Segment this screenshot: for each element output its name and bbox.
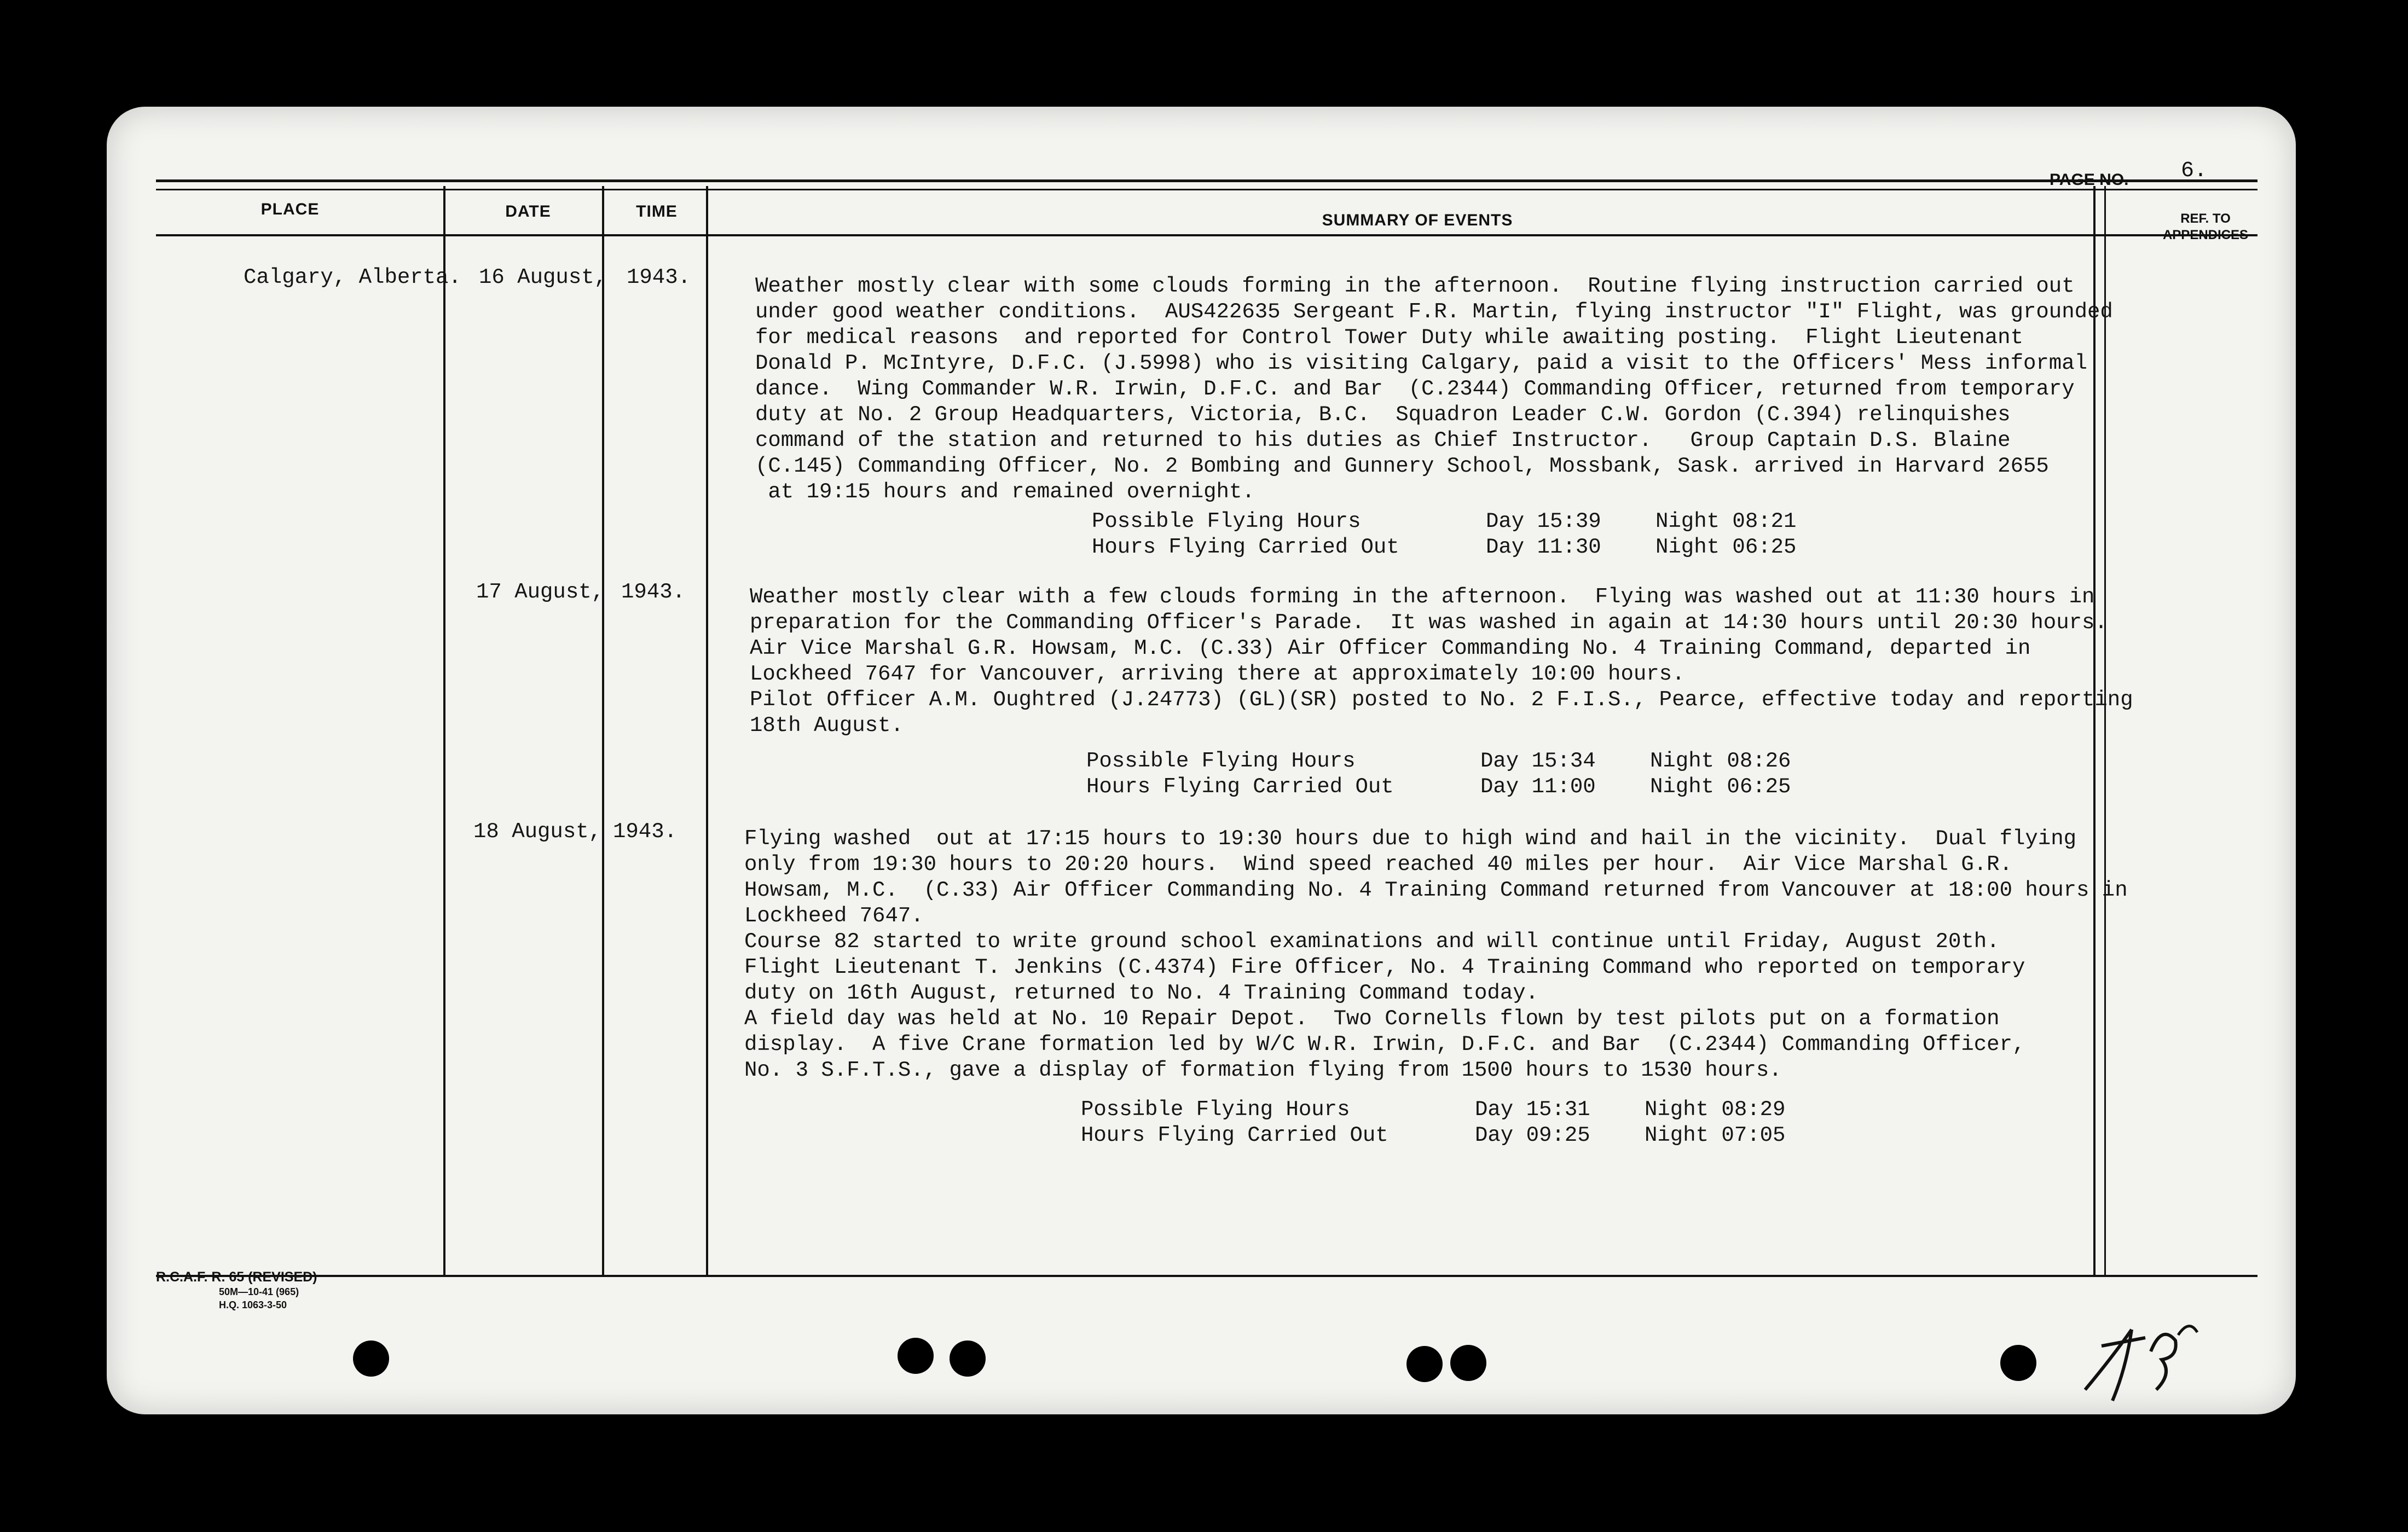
header-summary: SUMMARY OF EVENTS (1322, 211, 1513, 229)
carried-day: Day 09:25 (1475, 1123, 1590, 1147)
entry-2-line: preparation for the Commanding Officer's Parade. It was washed in again at 14:30 hours until 20:30 hours. (750, 611, 2108, 635)
possible-day: Day 15:34 (1480, 749, 1596, 773)
header-ref-appendices (2134, 211, 2277, 243)
entry-2-line: Pilot Officer A.M. Oughtred (J.24773) (GL)(SR) posted to No. 2 F.I.S., Pearce, effective today and reporting (750, 688, 2133, 712)
carried-hours-label: Hours Flying Carried Out (1086, 775, 1394, 799)
carried-night: Night 06:25 (1656, 535, 1797, 559)
entry-3-line: duty on 16th August, returned to No. 4 Training Command today. (744, 981, 1539, 1005)
carried-hours-label: Hours Flying Carried Out (1092, 535, 1399, 559)
header-bottom-rule (156, 234, 2258, 236)
entry-1-date: 16 August, (479, 265, 607, 289)
bottom-rule (156, 1275, 2258, 1277)
possible-hours-label: Possible Flying Hours (1092, 509, 1361, 533)
punch-hole (1406, 1346, 1443, 1382)
punch-hole (353, 1340, 389, 1377)
header-place: PLACE (261, 200, 320, 218)
carried-night: Night 07:05 (1645, 1123, 1786, 1147)
entry-2-line: 18th August. (750, 713, 904, 738)
entry-1-line: duty at No. 2 Group Headquarters, Victoria, B.C. Squadron Leader C.W. Gordon (C.394) relinquishes (755, 403, 2011, 427)
entry-3-date: 18 August, (473, 820, 602, 844)
entry-1-line: dance. Wing Commander W.R. Irwin, D.F.C. and Bar (C.2344) Commanding Officer, returned from temporary (755, 377, 2075, 401)
entry-1-line: (C.145) Commanding Officer, No. 2 Bombing and Gunnery School, Mossbank, Sask. arrived in Harvard 2655 (755, 454, 2049, 478)
form-number (156, 1269, 317, 1312)
possible-night: Night 08:29 (1645, 1098, 1786, 1122)
entry-1-text (755, 274, 2113, 505)
entry-2-text (750, 584, 2133, 739)
carried-day: Day 11:30 (1486, 535, 1601, 559)
entry-1-line: Donald P. McIntyre, D.F.C. (J.5998) who is visiting Calgary, paid a visit to the Officers' Mess informal (755, 351, 2087, 375)
top-rule (156, 179, 2258, 182)
entry-2-line: Weather mostly clear with a few clouds forming in the afternoon. Flying was washed out at 11:30 hours in (750, 585, 2095, 609)
entry-3-line: No. 3 S.F.T.S., gave a display of formation flying from 1500 hours to 1530 hours. (744, 1058, 1782, 1082)
possible-night: Night 08:21 (1656, 509, 1797, 533)
header-date: DATE (505, 202, 551, 220)
ref-line-1: REF. TO (2180, 211, 2231, 226)
entry-3-line: Flight Lieutenant T. Jenkins (C.4374) Fire Officer, No. 4 Training Command who reported on temporary (744, 955, 2025, 979)
punch-hole (1450, 1345, 1486, 1381)
header-time: TIME (636, 202, 678, 220)
entry-1-line: for medical reasons and reported for Control Tower Duty while awaiting posting. Flight Lieutenant (755, 326, 2023, 350)
entry-3-text (744, 826, 2128, 1083)
entry-3-line: A field day was held at No. 10 Repair Depot. Two Cornells flown by test pilots put on a formation (744, 1007, 2000, 1031)
possible-day: Day 15:39 (1486, 509, 1601, 533)
punch-hole (2000, 1345, 2036, 1381)
ref-line-2: APPENDICES (2162, 228, 2249, 242)
entry-3-line: Course 82 started to write ground school examinations and will continue until Friday, August 20th. (744, 930, 2000, 954)
col-rule-time (706, 186, 708, 1275)
entry-3-line: Flying washed out at 17:15 hours to 19:30 hours due to high wind and hail in the vicinity. Dual flying (744, 827, 2076, 851)
carried-day: Day 11:00 (1480, 775, 1596, 799)
entry-3-time: 1943. (613, 820, 678, 844)
form-line-2: 50M—10-41 (965) (219, 1286, 299, 1297)
entry-3-line: only from 19:30 hours to 20:20 hours. Wind speed reached 40 miles per hour. Air Vice Marshal G.R. (744, 852, 2012, 877)
entry-1-line: at 19:15 hours and remained overnight. (755, 480, 1255, 504)
entry-2-line: Air Vice Marshal G.R. Howsam, M.C. (C.33) Air Officer Commanding No. 4 Training Command, departed in (750, 636, 2031, 660)
punch-hole (950, 1340, 986, 1377)
top-rule-2 (156, 189, 2258, 190)
possible-day: Day 15:31 (1475, 1098, 1590, 1122)
carried-night: Night 06:25 (1650, 775, 1791, 799)
entry-2-date: 17 August, (476, 580, 605, 604)
entry-2-time: 1943. (621, 580, 686, 604)
form-line-3: H.Q. 1063-3-50 (219, 1299, 287, 1310)
entry-3-line: display. A five Crane formation led by W/C W.R. Irwin, D.F.C. and Bar (C.2344) Commanding Officer, (744, 1032, 2025, 1057)
page-number-value: 6. (2181, 159, 2208, 183)
entry-1-line: under good weather conditions. AUS422635 Sergeant F.R. Martin, flying instructor "I" Flight, was grounded (755, 300, 2113, 324)
entry-3-line: Howsam, M.C. (C.33) Air Officer Commanding No. 4 Training Command returned from Vancouver at 18:00 hours in (744, 878, 2128, 902)
entry-1-time: 1943. (627, 265, 691, 289)
entry-1-line: command of the station and returned to his duties as Chief Instructor. Group Captain D.S. Blaine (755, 428, 2011, 452)
entry-2-line: Lockheed 7647 for Vancouver, arriving there at approximately 10:00 hours. (750, 662, 1685, 686)
page-number-label: PAGE NO. (2050, 171, 2129, 189)
place-value: Calgary, Alberta. (244, 265, 461, 289)
col-rule-place (443, 186, 445, 1275)
carried-hours-label: Hours Flying Carried Out (1081, 1123, 1388, 1147)
form-line-1: R.C.A.F. R. 65 (REVISED) (156, 1269, 317, 1285)
handwritten-initials (2080, 1308, 2206, 1412)
possible-hours-label: Possible Flying Hours (1081, 1098, 1350, 1122)
punch-hole (898, 1338, 934, 1374)
entry-3-line: Lockheed 7647. (744, 904, 924, 928)
possible-hours-label: Possible Flying Hours (1086, 749, 1356, 773)
possible-night: Night 08:26 (1650, 749, 1791, 773)
entry-1-line: Weather mostly clear with some clouds forming in the afternoon. Routine flying instruction carried out (755, 274, 2075, 298)
col-rule-date (602, 186, 604, 1275)
